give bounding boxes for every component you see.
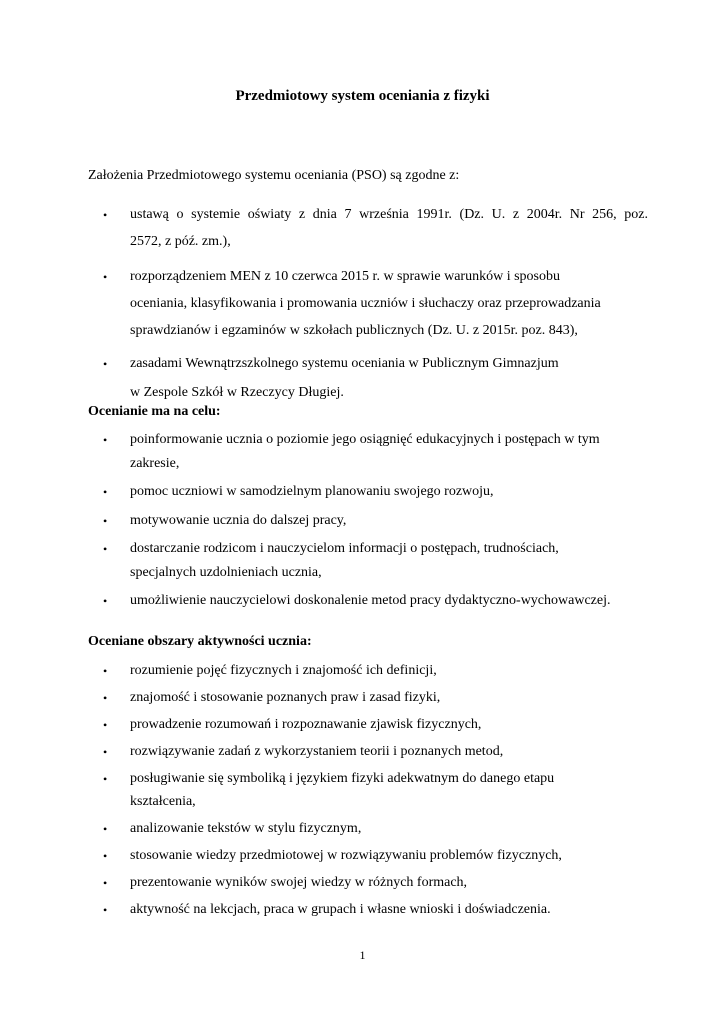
bullet-icon: • [103,664,108,678]
bullet-icon: • [103,875,108,890]
list-item [88,686,648,710]
list-item-line: oceniania, klasyfikowania i promowania uczniów i słuchaczy oraz przeprowadzania [130,296,601,311]
bullet-icon: • [103,848,108,863]
list-item [88,428,648,475]
list-item-line: znajomość i stosowanie poznanych praw i zasad fizyki, [130,689,441,705]
goals-heading: Ocenianie ma na celu: [88,404,221,419]
list-item-line: w Zespole Szkół w Rzeczycy Długiej. [130,385,344,400]
bullet-icon: • [103,821,108,836]
list-item-line: sprawdzianów i egzaminów w szkołach publicznych (Dz. U. z 2015r. poz. 843), [130,323,578,338]
document-title: Przedmiotowy system oceniania z fizyki [235,88,490,104]
list-item-line: rozwiązywanie zadań z wykorzystaniem teorii i poznanych metod, [130,743,504,759]
goals-list [88,428,648,618]
list-item-line: zasadami Wewnątrzszkolnego systemu oceniania w Publicznym Gimnazjum [130,356,559,371]
list-item-line: posługiwanie się symboliką i językiem fizyki adekwatnym do danego etapu [130,770,555,786]
bullet-icon: • [103,208,108,222]
bullet-icon: • [103,542,108,556]
bullet-icon: • [103,485,108,499]
list-item [88,589,648,613]
list-item [88,537,648,584]
bullet-icon: • [103,270,108,284]
list-item-line: ustawą o systemie oświaty z dnia 7 września 1991r. (Dz. U. z 2004r. Nr 256, poz. [130,207,648,222]
list-item [88,263,648,344]
list-item-line: umożliwienie nauczycielowi doskonalenie metod pracy dydaktyczno-wychowawczej. [130,593,611,608]
list-item-line: kształcenia, [130,794,196,810]
list-item-line: stosowanie wiedzy przedmiotowej w rozwiązywaniu problemów fizycznych, [130,847,562,863]
list-item-line: aktywność na lekcjach, praca w grupach i własne wnioski i doświadczenia. [130,901,551,917]
list-item-line: 2572, z póź. zm.), [130,234,231,249]
list-item [88,898,648,922]
list-item [88,713,648,737]
bullet-icon: • [103,513,108,528]
page-number: 1 [359,948,366,962]
list-item-line: dostarczanie rodzicom i nauczycielom informacji o postępach, trudnościach, [130,541,559,556]
list-item [88,844,648,868]
list-item-line: analizowanie tekstów w stylu fizycznym, [130,820,362,836]
list-item [88,817,648,841]
list-item-line: zakresie, [130,455,180,471]
intro-paragraph: Założenia Przedmiotowego systemu oceniania (PSO) są zgodne z: [88,168,460,183]
list-item-line: poinformowanie ucznia o poziomie jego osiągnięć edukacyjnych i postępach w tym [130,432,600,447]
list-item-line: rozporządzeniem MEN z 10 czerwca 2015 r. w sprawie warunków i sposobu [130,269,560,284]
bullet-icon: • [103,744,108,759]
bullet-icon: • [103,357,108,371]
areas-heading: Oceniane obszary aktywności ucznia: [88,634,312,649]
list-item [88,871,648,895]
list-item [88,509,648,533]
bullet-icon: • [103,433,108,447]
list-item [88,740,648,764]
bullet-icon: • [103,690,108,705]
list-item-line: pomoc uczniowi w samodzielnym planowaniu swojego rozwoju, [130,484,494,499]
areas-list [88,659,648,925]
list-item-line: prowadzenie rozumowań i rozpoznawanie zjawisk fizycznych, [130,716,482,732]
list-item [88,767,648,814]
bullet-icon: • [103,771,108,786]
bullet-icon: • [103,902,108,917]
list-item-line: specjalnych uzdolnieniach ucznia, [130,564,322,580]
bullet-icon: • [103,594,108,608]
list-item [88,659,648,683]
pso-basis-list [88,201,648,406]
list-item [88,350,648,406]
list-item [88,201,648,255]
bullet-icon: • [103,717,108,732]
list-item-line: motywowanie ucznia do dalszej pracy, [130,512,347,528]
list-item-line: rozumienie pojęć fizycznych i znajomość ich definicji, [130,663,437,678]
list-item [88,480,648,504]
list-item-line: prezentowanie wyników swojej wiedzy w różnych formach, [130,874,468,890]
